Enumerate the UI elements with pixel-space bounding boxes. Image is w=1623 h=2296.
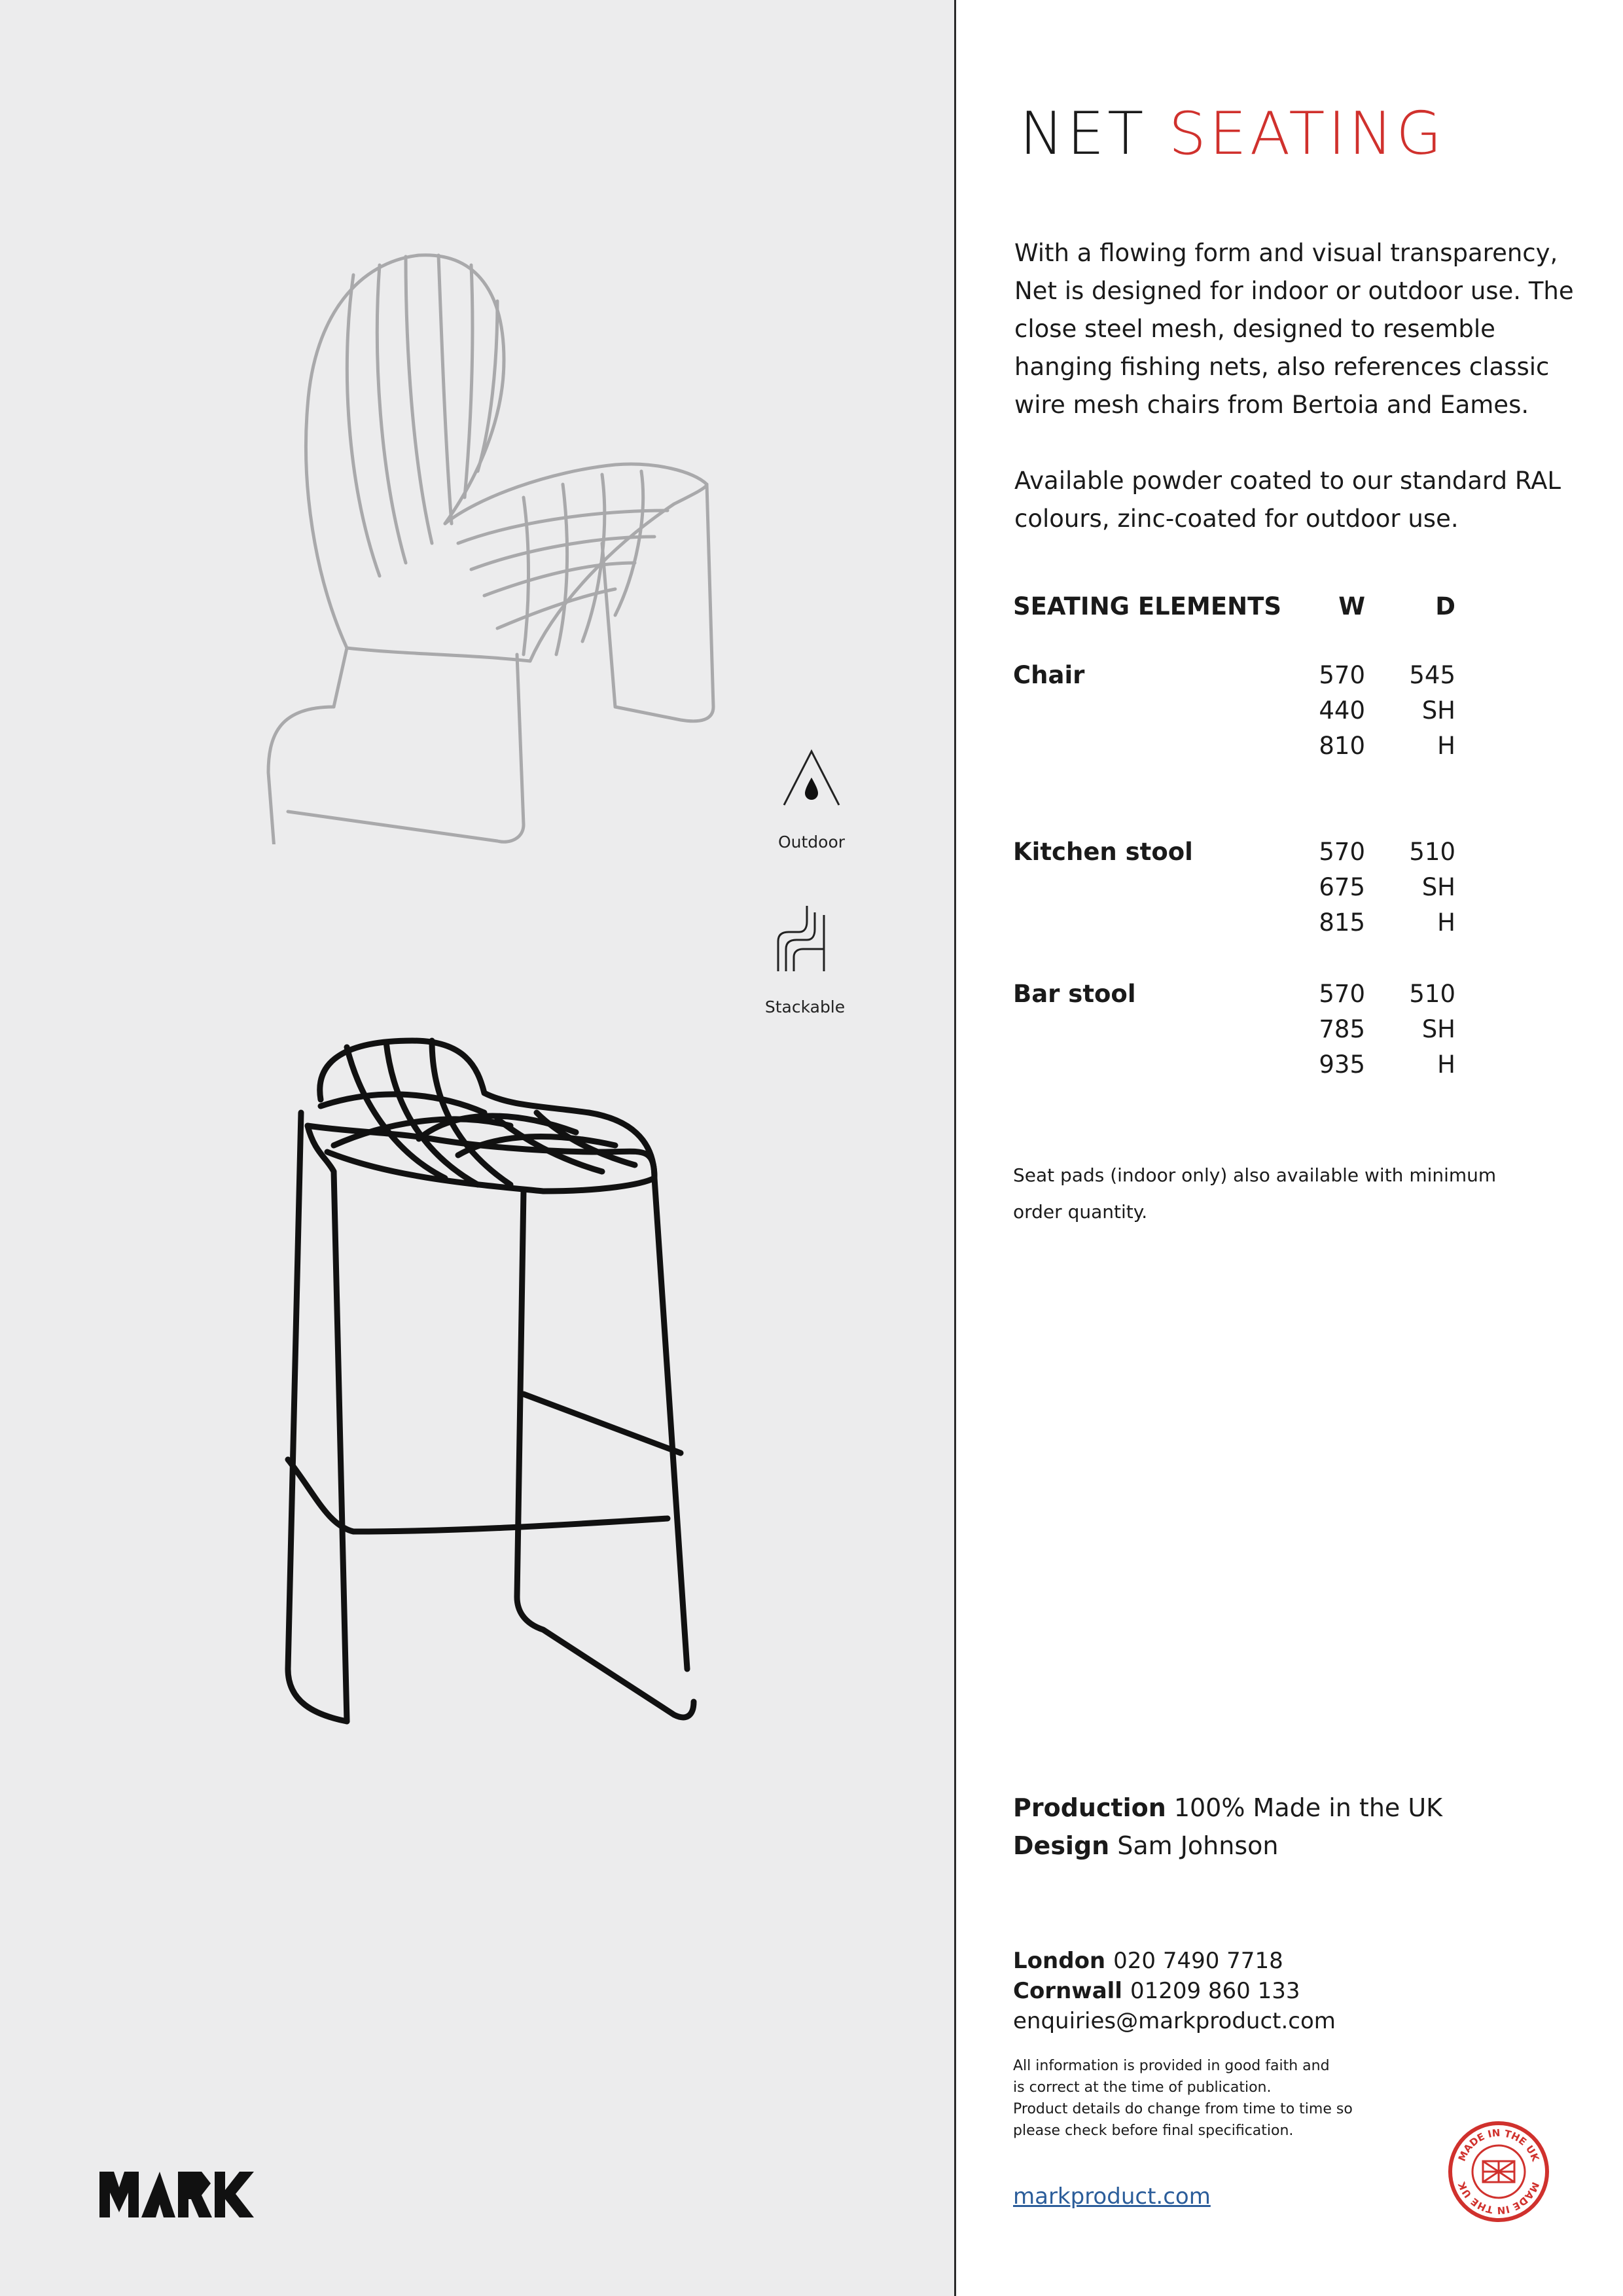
cornwall-phone[interactable]: 01209 860 133: [1130, 1978, 1300, 2004]
spec-value: 570: [1319, 838, 1365, 866]
design-label: Design: [1013, 1831, 1110, 1860]
spec-value: SH: [1421, 873, 1455, 901]
spec-value: 785: [1319, 1015, 1365, 1043]
spec-item-name: Kitchen stool: [1013, 838, 1193, 866]
design-line: [1013, 1827, 1442, 1865]
spec-value: 935: [1319, 1050, 1365, 1079]
cornwall-contact: [1013, 1976, 1336, 2006]
feature-label: Stackable: [764, 997, 846, 1016]
page-title: [1020, 99, 1445, 168]
spec-value: H: [1437, 908, 1455, 937]
net-chair-image: [249, 236, 746, 844]
description-paragraph: Available powder coated to our standard RAL colours, zinc-coated for outdoor use.: [1014, 467, 1561, 533]
spec-value: 510: [1409, 838, 1455, 866]
feature-label: Outdoor: [777, 833, 846, 852]
disclaimer: [1013, 2055, 1432, 2142]
spec-value: 815: [1319, 908, 1365, 937]
email-link[interactable]: enquiries@markproduct.com: [1013, 2008, 1336, 2034]
mark-logo: [99, 2172, 257, 2217]
production-label: Production: [1013, 1793, 1166, 1822]
spec-value: 510: [1409, 980, 1455, 1008]
title-prefix: NET: [1020, 99, 1147, 168]
credits-block: [1013, 1789, 1442, 1865]
spec-value: 570: [1319, 661, 1365, 689]
product-description: [1014, 234, 1577, 576]
title-accent: SEATING: [1168, 99, 1445, 168]
outdoor-icon: [780, 746, 843, 809]
spec-header-width: W: [1338, 592, 1365, 620]
production-line: [1013, 1789, 1442, 1827]
spec-value: H: [1437, 732, 1455, 760]
spec-item-name: Chair: [1013, 661, 1085, 689]
panel-divider: [954, 0, 956, 2296]
production-value: 100% Made in the UK: [1173, 1793, 1443, 1822]
spec-value: 545: [1409, 661, 1455, 689]
seal-text-bottom: MADE IN THE UK: [1455, 2180, 1542, 2217]
seat-pad-note: Seat pads (indoor only) also available with minimum order quantity.: [1013, 1164, 1497, 1223]
net-bar-stool-image: [262, 1021, 772, 1806]
website-link[interactable]: markproduct.com: [1013, 2183, 1211, 2210]
london-label: London: [1013, 1948, 1106, 1974]
spec-value: 570: [1319, 980, 1365, 1008]
spec-value: 440: [1319, 696, 1365, 725]
spec-value: 675: [1319, 873, 1365, 901]
seal-text: MADE IN THE UK: [1455, 2126, 1542, 2163]
description-paragraph: With a flowing form and visual transparency, Net is designed for indoor or outdoor use. The close steel mesh, designed to resemble hanging fishing nets, also references classic wire mesh chairs from Bertoia and Eames.: [1014, 239, 1574, 419]
disclaimer-line: All information is provided in good faith and: [1013, 2058, 1330, 2074]
cornwall-label: Cornwall: [1013, 1978, 1122, 2004]
london-contact: [1013, 1946, 1336, 1976]
disclaimer-line: is correct at the time of publication.: [1013, 2079, 1272, 2096]
spec-header-depth: D: [1435, 592, 1455, 620]
feature-stackable: [743, 902, 867, 1016]
spec-value: SH: [1421, 1015, 1455, 1043]
feature-outdoor: [749, 746, 874, 852]
disclaimer-line: Product details do change from time to time so: [1013, 2101, 1353, 2117]
spec-item-name: Bar stool: [1013, 980, 1136, 1008]
contact-block: [1013, 1946, 1336, 2036]
spec-value: 810: [1319, 732, 1365, 760]
disclaimer-line: please check before final specification.: [1013, 2123, 1294, 2139]
spec-value: SH: [1421, 696, 1455, 725]
design-value: Sam Johnson: [1117, 1831, 1279, 1860]
london-phone[interactable]: 020 7490 7718: [1113, 1948, 1283, 1974]
made-in-uk-seal: [1446, 2119, 1551, 2224]
spec-value: H: [1437, 1050, 1455, 1079]
spec-header-name: SEATING ELEMENTS: [1013, 592, 1281, 620]
stackable-icon: [769, 902, 841, 974]
